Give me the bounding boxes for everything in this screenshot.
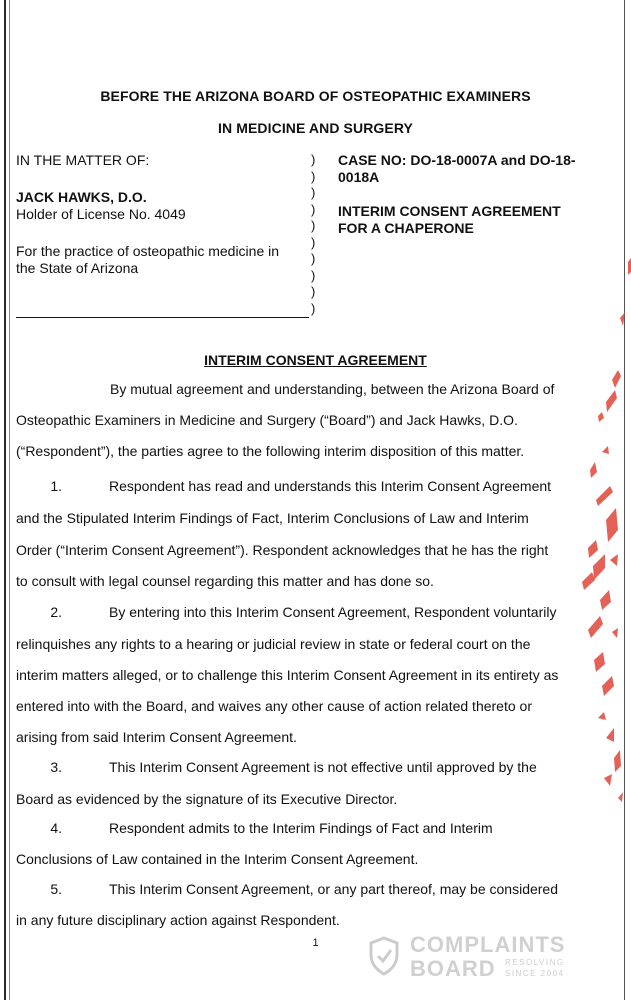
- paragraph-text: This Interim Consent Agreement, or any part thereof, may be considered: [109, 881, 559, 897]
- paragraph-line: Order (“Interim Consent Agreement”). Respondent acknowledges that he has the right: [16, 542, 549, 558]
- agreement-title-line-1: INTERIM CONSENT AGREEMENT: [338, 203, 561, 219]
- paragraph-number: 1.: [50, 478, 62, 494]
- paragraph-2-first-line: [16, 604, 556, 620]
- watermark-line-1: COMPLAINTS: [410, 932, 566, 957]
- paren: ): [311, 251, 316, 266]
- page-edge-left-inner: [9, 0, 10, 1000]
- paragraph-4-first-line: [16, 820, 493, 836]
- intro-line: (“Respondent”), the parties agree to the following interim disposition of this matter.: [16, 443, 525, 459]
- paragraph-line: arising from said Interim Consent Agreement.: [16, 729, 297, 745]
- paragraph-line: relinquishes any rights to a hearing or judicial review in state or federal court on the: [16, 636, 531, 652]
- caption-underline: [16, 317, 309, 318]
- paragraph-line: Conclusions of Law contained in the Interim Consent Agreement.: [16, 851, 419, 867]
- case-number-line-2: 0018A: [338, 169, 380, 185]
- complaints-board-watermark: [368, 932, 588, 982]
- page-edge-left: [4, 0, 6, 1000]
- paragraph-5-first-line: [16, 881, 558, 897]
- paren: ): [311, 152, 316, 167]
- practice-line-2: the State of Arizona: [16, 260, 139, 276]
- agreement-title: [338, 203, 608, 237]
- paren: ): [311, 267, 316, 283]
- paragraph-line: Board as evidenced by the signature of its Executive Director.: [16, 791, 398, 807]
- board-subtitle: IN MEDICINE AND SURGERY: [218, 120, 413, 136]
- paragraph-line: to consult with legal counsel regarding this matter and has done so.: [16, 573, 434, 589]
- page-number: 1: [312, 937, 319, 949]
- paragraph-line: and the Stipulated Interim Findings of Fact, Interim Conclusions of Law and Interim: [16, 510, 529, 526]
- watermark-tag-2: SINCE 2004: [505, 969, 565, 978]
- paragraph-number: 2.: [50, 604, 62, 620]
- paragraph-line: in any future disciplinary action against Respondent.: [16, 912, 340, 928]
- paragraph-text: This Interim Consent Agreement is not effective until approved by the: [109, 759, 537, 775]
- board-title: BEFORE THE ARIZONA BOARD OF OSTEOPATHIC EXAMINERS: [100, 88, 531, 104]
- caption-parentheses: [311, 152, 315, 317]
- paragraph-text: By entering into this Interim Consent Agreement, Respondent voluntarily: [109, 604, 557, 620]
- paragraph-line: entered into with the Board, and waives any other cause of action related thereto or: [16, 698, 532, 714]
- respondent-name: JACK HAWKS, D.O.: [16, 189, 147, 205]
- paragraph-line: interim matters alleged, or to challenge this Interim Consent Agreement in its entirety as: [16, 667, 559, 683]
- paragraph-1-first-line: [16, 478, 551, 494]
- shield-check-icon: [368, 936, 400, 976]
- paren: ): [311, 218, 316, 233]
- paren: ): [311, 185, 316, 200]
- page-edge-right: [624, 0, 625, 1000]
- paren: ): [311, 201, 316, 217]
- agreement-title-line-2: FOR A CHAPERONE: [338, 220, 474, 236]
- license-number: Holder of License No. 4049: [16, 206, 186, 222]
- paragraph-3-first-line: [16, 759, 537, 775]
- case-number: [338, 152, 608, 186]
- paren: ): [311, 168, 316, 184]
- paragraph-text: Respondent has read and understands this Interim Consent Agreement: [109, 478, 552, 494]
- paragraph-number: 4.: [50, 820, 62, 836]
- section-heading-text: INTERIM CONSENT AGREEMENT: [204, 352, 427, 368]
- in-the-matter-label: IN THE MATTER OF:: [16, 152, 150, 168]
- section-heading: [0, 352, 631, 370]
- watermark-line-2: BOARD: [410, 956, 496, 981]
- intro-line: Osteopathic Examiners in Medicine and Surgery (“Board”) and Jack Hawks, D.O.: [16, 412, 518, 428]
- paren: ): [311, 300, 316, 316]
- paren: ): [311, 284, 316, 299]
- paragraph-number: 5.: [50, 881, 62, 897]
- case-number-line-1: CASE NO: DO-18-0007A and DO-18-: [338, 152, 576, 168]
- paren: ): [311, 234, 316, 250]
- intro-line: By mutual agreement and understanding, between the Arizona Board of: [110, 381, 555, 397]
- paragraph-text: Respondent admits to the Interim Findings of Fact and Interim: [109, 820, 493, 836]
- paragraph-number: 3.: [50, 759, 62, 775]
- watermark-tag-1: RESOLVING: [505, 958, 565, 967]
- practice-line-1: For the practice of osteopathic medicine in: [16, 243, 280, 259]
